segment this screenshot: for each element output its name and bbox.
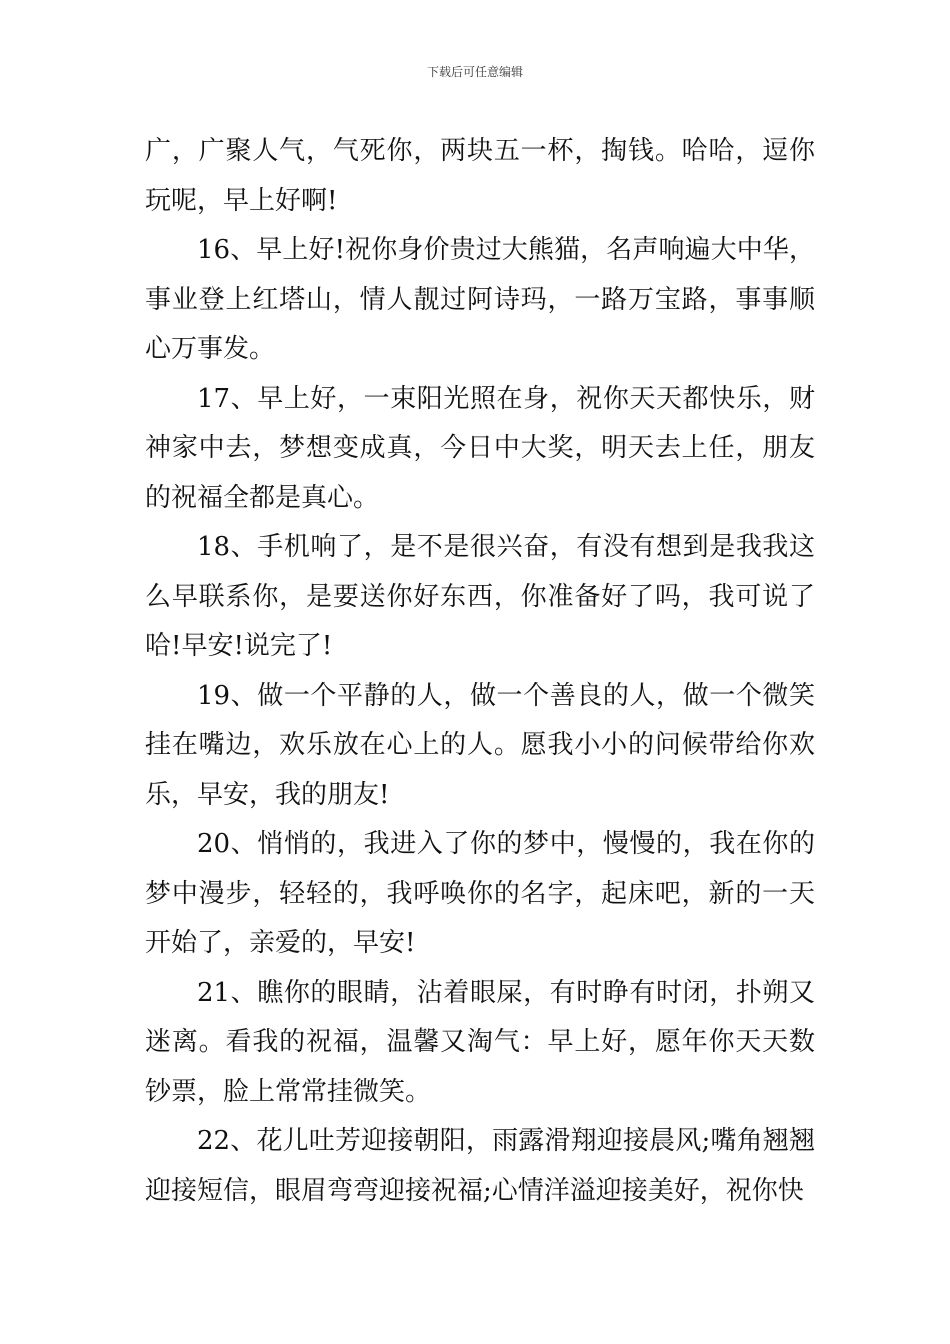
paragraph-20: 20、悄悄的，我进入了你的梦中，慢慢的，我在你的梦中漫步，轻轻的，我呼唤你的名字，起床吧，新的一天开始了，亲爱的，早安! — [145, 829, 815, 958]
paragraph-16: 16、早上好!祝你身价贵过大熊猫，名声响遍大中华，事业登上红塔山，情人靓过阿诗玛，一路万宝路，事事顺心万事发。 — [145, 235, 815, 364]
paragraph-continuation: 广，广聚人气，气死你，两块五一杯，掏钱。哈哈，逗你玩呢，早上好啊! — [145, 136, 815, 216]
paragraph-17: 17、早上好，一束阳光照在身，祝你天天都快乐，财神家中去，梦想变成真，今日中大奖，明天去上任，朋友的祝福全都是真心。 — [145, 383, 815, 513]
paragraph-21: 21、瞧你的眼睛，沾着眼屎，有时睁有时闭，扑朔又迷离。看我的祝福，温馨又淘气：早上好，愿年你天天数钞票，脸上常常挂微笑。 — [145, 977, 815, 1107]
paragraph-22: 22、花儿吐芳迎接朝阳，雨露滑翔迎接晨风;嘴角翘翘迎接短信，眼眉弯弯迎接祝福;心情洋溢迎接美好，祝你快 — [145, 1126, 815, 1206]
document-body — [145, 127, 815, 1216]
page-header: 下载后可任意编辑 — [426, 65, 523, 79]
paragraph-18: 18、手机响了，是不是很兴奋，有没有想到是我我这么早联系你，是要送你好东西，你准备好了吗，我可说了哈!早安!说完了! — [145, 532, 815, 661]
paragraph-19: 19、做一个平静的人，做一个善良的人，做一个微笑挂在嘴边，欢乐放在心上的人。愿我小小的问候带给你欢乐，早安，我的朋友! — [145, 680, 815, 810]
